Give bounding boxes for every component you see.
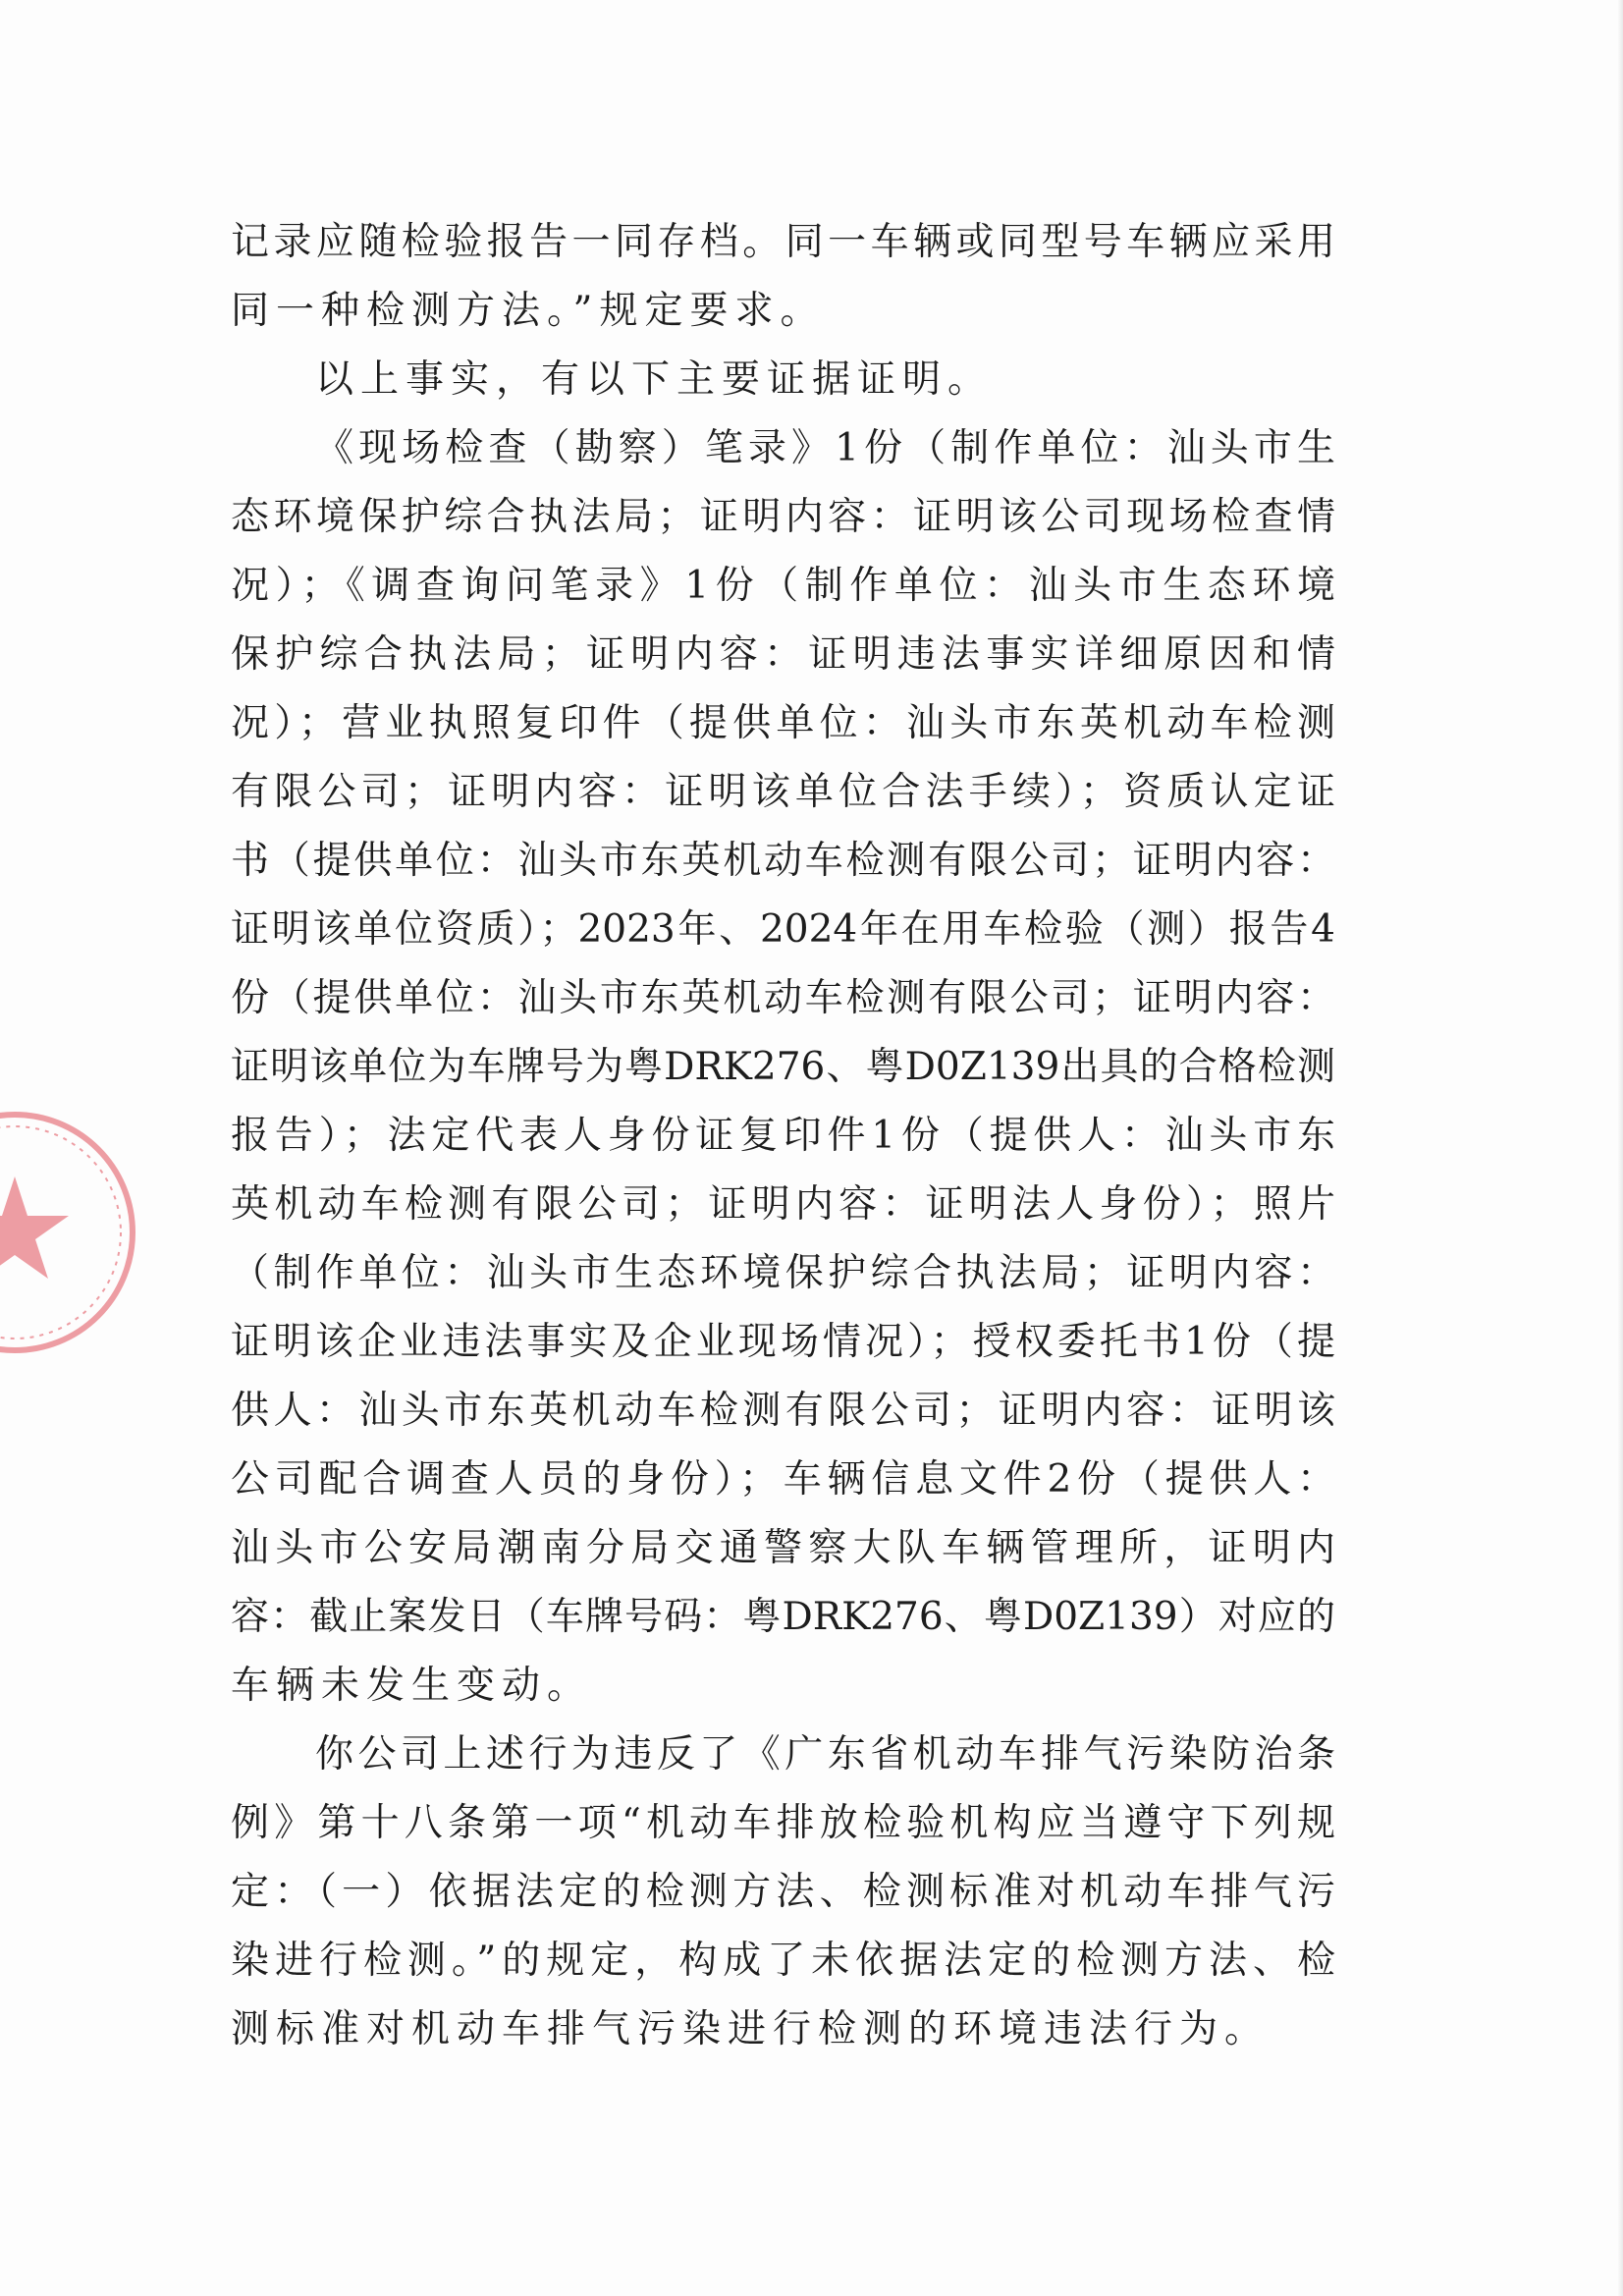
document-line: 容：截止案发日（车牌号码：粤DRK276、粤D0Z139）对应的 [231,1595,1335,1639]
document-line: 你公司上述行为违反了《广东省机动车排气污染防治条 [315,1732,1335,1777]
document-line: （制作单位：汕头市生态环境保护综合执法局；证明内容： [231,1251,1335,1295]
document-line: 公司配合调查人员的身份）；车辆信息文件2份（提供人： [231,1457,1335,1502]
document-line: 况）；《调查询问笔录》1份（制作单位：汕头市生态环境 [231,564,1335,608]
document-line: 书（提供单位：汕头市东英机动车检测有限公司；证明内容： [231,839,1335,883]
document-line: 保护综合执法局；证明内容：证明违法事实详细原因和情 [231,632,1335,677]
document-line: 证明该单位资质）；2023年、2024年在用车检验（测）报告4 [231,907,1335,952]
scan-edge-shadow [1617,0,1623,2296]
document-line: 份（提供单位：汕头市东英机动车检测有限公司；证明内容： [231,976,1335,1020]
document-line: 车辆未发生变动。 [231,1664,593,1708]
document-line: 英机动车检测有限公司；证明内容：证明法人身份）；照片 [231,1182,1335,1227]
document-line: 染进行检测。”的规定，构成了未依据法定的检测方法、检 [231,1939,1335,1983]
document-line: 例》第十八条第一项“机动车排放检验机构应当遵守下列规 [231,1801,1335,1845]
document-line: 以上事实，有以下主要证据证明。 [315,357,994,402]
document-line: 况）；营业执照复印件（提供单位：汕头市东英机动车检测 [231,701,1335,745]
document-line: 证明该单位为车牌号为粤DRK276、粤D0Z139出具的合格检测 [231,1045,1335,1089]
red-official-seal-icon [0,1100,147,1365]
document-line: 汕头市公安局潮南分局交通警察大队车辆管理所，证明内 [231,1526,1335,1570]
document-line: 定：（一）依据法定的检测方法、检测标准对机动车排气污 [231,1870,1335,1914]
document-line: 证明该企业违法事实及企业现场情况）；授权委托书1份（提 [231,1320,1335,1364]
document-line: 记录应随检验报告一同存档。同一车辆或同型号车辆应采用 [231,220,1335,264]
document-line: 态环境保护综合执法局；证明内容：证明该公司现场检查情 [231,495,1335,539]
document-body [231,208,1335,2064]
document-line: 有限公司；证明内容：证明该单位合法手续）；资质认定证 [231,770,1335,814]
document-line: 供人：汕头市东英机动车检测有限公司；证明内容：证明该 [231,1389,1335,1433]
document-line: 报告）；法定代表人身份证复印件1份（提供人：汕头市东 [231,1114,1335,1158]
document-line: 同一种检测方法。”规定要求。 [231,289,826,333]
document-line: 《现场检查（勘察）笔录》1份（制作单位：汕头市生 [315,426,1335,470]
document-line: 测标准对机动车排气污染进行检测的环境违法行为。 [231,2007,1271,2051]
